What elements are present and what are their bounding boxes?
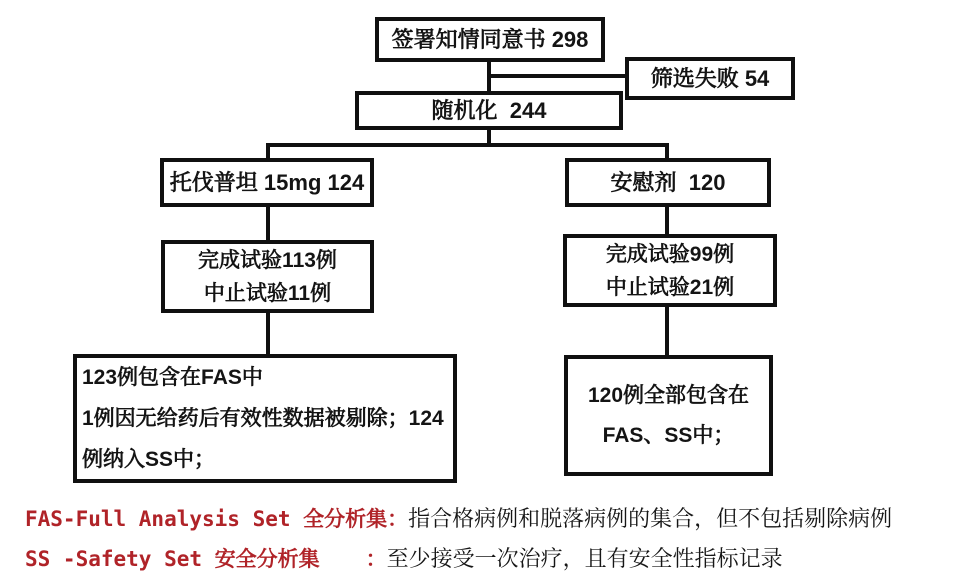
ss-term: SS -Safety Set 安全分析集 xyxy=(25,547,320,571)
tolvaptan-ss-line: 例纳入SS中； xyxy=(82,448,216,471)
connector-tolvaptan-to-analysis xyxy=(266,313,270,355)
tolvaptan-arm-box xyxy=(160,158,374,207)
connector-tolvaptan-to-completion xyxy=(266,207,270,241)
consent-label: 签署知情同意书 298 xyxy=(391,26,589,52)
randomized-label: 随机化 244 xyxy=(431,97,547,123)
analysis-set-legend xyxy=(25,500,950,577)
connector-right-arm-down xyxy=(665,143,669,159)
tolvaptan-arm-label: 托伐普坦 15mg 124 xyxy=(169,169,365,195)
randomized-box xyxy=(355,91,623,130)
ss-definition-line xyxy=(25,540,950,577)
placebo-completed-label: 完成试验99例 xyxy=(605,242,735,266)
ss-definition: 至少接受一次治疗，且有安全性指标记录 xyxy=(386,546,783,571)
fas-definition-line xyxy=(25,500,950,540)
consent-box xyxy=(375,17,605,62)
placebo-arm-label: 安慰剂 120 xyxy=(610,169,726,195)
placebo-analysis-line1: 120例全部包含在 xyxy=(587,383,750,407)
tolvaptan-discontinued-label: 中止试验11例 xyxy=(203,281,332,305)
placebo-analysis-line2: FAS、SS中； xyxy=(602,423,735,447)
tolvaptan-completion-box xyxy=(161,240,374,313)
connector-placebo-to-analysis xyxy=(665,307,669,356)
placebo-discontinued-label: 中止试验21例 xyxy=(605,275,735,299)
screen-fail-box xyxy=(625,57,795,100)
ss-colon: ： xyxy=(365,547,387,571)
connector-left-arm-down xyxy=(266,143,270,159)
placebo-completion-box xyxy=(563,234,777,307)
connector-placebo-to-completion xyxy=(665,207,669,235)
tolvaptan-fas-line: 123例包含在FAS中 xyxy=(82,366,263,389)
connector-branch-horizontal xyxy=(266,143,669,147)
tolvaptan-analysis-box xyxy=(73,354,457,483)
tolvaptan-completed-label: 完成试验113例 xyxy=(198,248,337,272)
placebo-analysis-box xyxy=(564,355,773,476)
screen-fail-label: 筛选失败 54 xyxy=(650,65,770,91)
fas-term: FAS-Full Analysis Set 全分析集： xyxy=(25,507,409,531)
tolvaptan-excluded-line: 1例因无给药后有效性数据被剔除；124 xyxy=(82,407,444,430)
fas-definition: 指合格病例和脱落病例的集合，但不包括剔除病例 xyxy=(408,506,893,531)
connector-to-screen-fail xyxy=(489,74,625,78)
placebo-arm-box xyxy=(565,158,771,207)
